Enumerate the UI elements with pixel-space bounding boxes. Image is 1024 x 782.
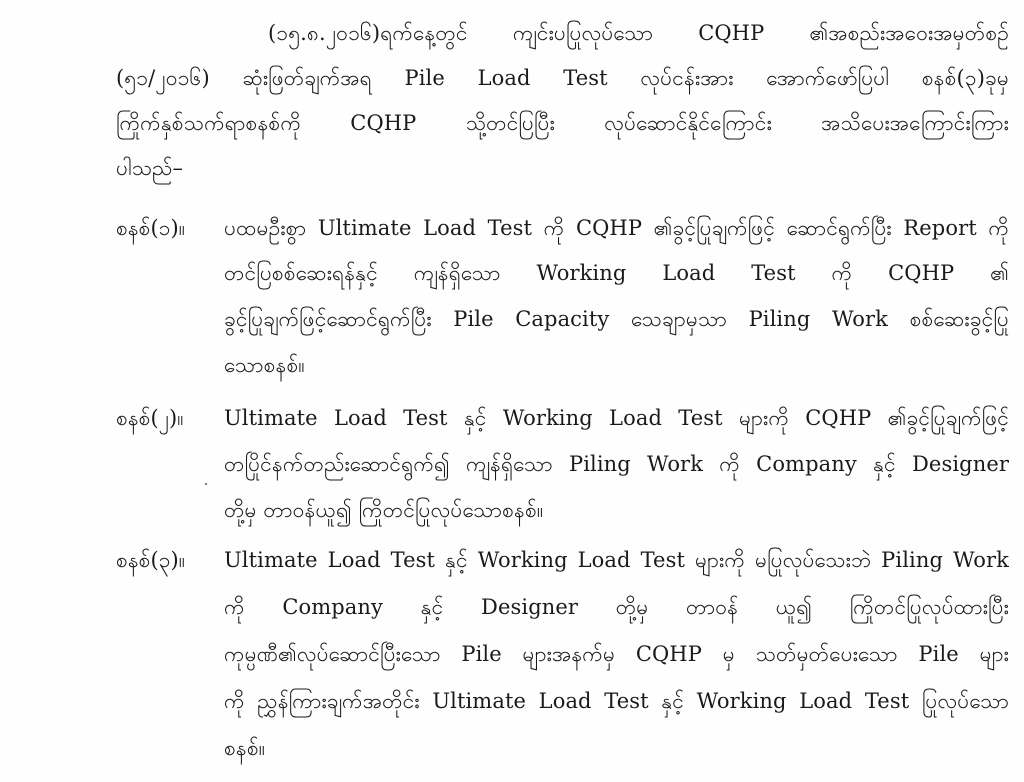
- intro-line: ပါသည်–: [116, 156, 184, 180]
- intro-line: ကြိုက်နှစ်သက်ရာစနစ်ကို CQHP သို့တင်ပြပြီး လုပ်ဆောင်နိုင်ကြောင်း အသိပေးအကြောင်းကြား: [116, 111, 1009, 135]
- system-line: စနစ်။: [224, 736, 266, 760]
- system-line: ကုမ္ပဏီ၏လုပ်ဆောင်ပြီးသော Pile များအနက်မှ CQHP မှ သတ်မှတ်ပေးသော Pile များ: [224, 642, 1009, 666]
- scan-speck: [205, 483, 207, 485]
- system-line: ခွင့်ပြုချက်ဖြင့်ဆောင်ရွက်ပြီး Pile Capacity သေချာမှသာ Piling Work စစ်ဆေးခွင့်ပြု: [224, 307, 1009, 331]
- system-line: ပထမဦးစွာ Ultimate Load Test ကို CQHP ၏ခွင့်ပြုချက်ဖြင့် ဆောင်ရွက်ပြီး Report ကို: [224, 216, 1009, 240]
- system-line: Ultimate Load Test နှင့် Working Load Test များကို မပြုလုပ်သေးဘဲ Piling Work: [224, 548, 1009, 572]
- system-line: ကို Company နှင့် Designer တို့မှ တာဝန် ယူ၍ ကြိုတင်ပြုလုပ်ထားပြီး: [224, 595, 1009, 619]
- system-line: သောစနစ်။: [224, 353, 305, 377]
- system-label: စနစ်(၂)။: [116, 406, 184, 430]
- intro-line: (၁၅.၈.၂၀၁၆)ရက်နေ့တွင် ကျင်းပပြုလုပ်သော CQHP ၏အစည်းအဝေးအမှတ်စဉ်: [268, 21, 1009, 45]
- system-line: ကို ညွှန်ကြားချက်အတိုင်း Ultimate Load Test နှင့် Working Load Test ပြုလုပ်သော: [224, 689, 1009, 713]
- system-line: Ultimate Load Test နှင့် Working Load Test များကို CQHP ၏ခွင့်ပြုချက်ဖြင့်: [224, 406, 1009, 430]
- system-label: စနစ်(၁)။: [116, 216, 186, 240]
- intro-line: (၅၁/၂၀၁၆) ဆုံးဖြတ်ချက်အရ Pile Load Test လုပ်ငန်းအား အောက်ဖော်ပြပါ စနစ်(၃)ခုမှ: [116, 66, 1009, 90]
- system-line: တပြိုင်နက်တည်းဆောင်ရွက်၍ ကျန်ရှိသော Piling Work ကို Company နှင့် Designer: [224, 452, 1009, 476]
- system-line: တင်ပြစစ်ဆေးရန်နှင့် ကျန်ရှိသော Working Load Test ကို CQHP ၏: [224, 261, 1009, 285]
- system-line: တို့မှ တာဝန်ယူ၍ ကြိုတင်ပြုလုပ်သောစနစ်။: [224, 498, 544, 522]
- system-label: စနစ်(၃)။: [116, 548, 186, 572]
